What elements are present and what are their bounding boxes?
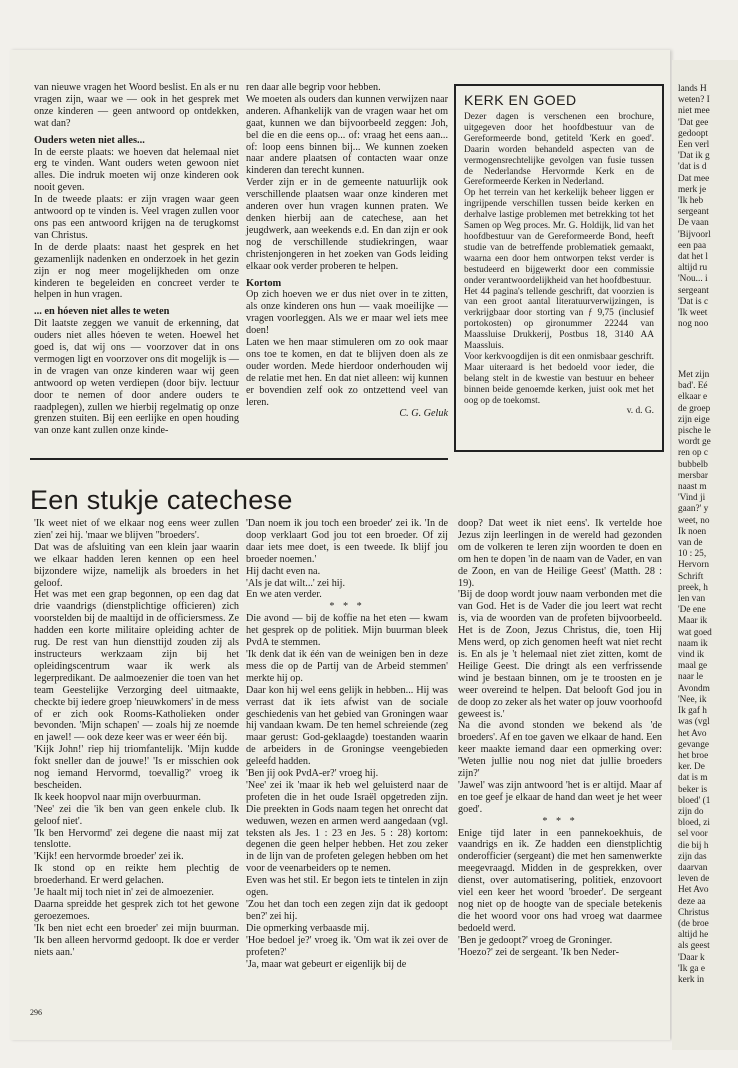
article-paragraph: En we aten verder. xyxy=(246,589,322,601)
box-paragraph: Dezer dagen is verschenen een brochure, uitgegeven door het hoofdbestuur van de Gereformeerde bond, getiteld 'Kerk en goed'. Daarin worden behandeld aspecten van de vermogensrechtelijke gevolgen van fusie tussen de Nederlandse Hervormde Kerk en de Gereformeerde Kerken in Nederland. xyxy=(464,112,654,188)
right-page-line: wordt ge xyxy=(678,437,711,448)
right-page-line: 'Vind ji xyxy=(678,493,706,504)
article-paragraph: 'Kijk John!' riep hij triomfantelijk. 'Mijn kudde fokt sneller dan de jouwe!' 'Is er misschien ook nog iemand Hervormd, toevallig?' vroeg ik bescheiden. xyxy=(34,744,239,791)
col1-intro: van nieuwe vragen het Woord beslist. En als er nu vragen zijn, waar we — ook in het gesprek met onze kinderen — geen antwoord op ontdekken, wat dan? xyxy=(34,82,239,129)
right-page-line: Hervorn xyxy=(678,560,709,571)
article-paragraph: 'Je haalt mij toch niet in' zei de almoezenier. xyxy=(34,887,214,899)
right-page-line: Ik gaf h xyxy=(678,706,707,717)
article-paragraph: Die avond — bij de koffie na het eten — kwam het gesprek op de politiek. Mijn buurman bleek PvdA te stemmen. xyxy=(246,613,448,649)
right-page-line: altijd he xyxy=(678,930,709,941)
article-paragraph: 'Ben je gedoopt?' vroeg de Groninger. xyxy=(458,934,613,946)
right-page-line: 'Nee, ik xyxy=(678,694,707,705)
article-paragraph: 'Ik denk dat ik één van de weinigen ben in deze mess die op de Partij van de Arbeid stemmen' merkte hij op. xyxy=(246,648,448,684)
right-page-top-lines xyxy=(678,84,711,330)
right-page-line: Schrift xyxy=(678,571,704,582)
right-page-line: ker. De xyxy=(678,762,705,773)
right-page xyxy=(672,60,738,1050)
article-paragraph: 'Bij de doop wordt jouw naam verbonden met die van God. Het is de Vader die jou leert wat recht is, via de woorden van de profeten bijvoorbeeld. Het is de Zoon, Jezus Christus, die, toen Hij Mens werd, op zich genomen heeft wat niet recht is. En als je 't helemaal niet ziet zitten, komt de Heilige Geest. Die dringt als een verfrissende wind je bestaan binnen, om je te troosten en je weer overeind te helpen. Dat belooft God jou in de doop zo zeker als het water op jouw voorhoofd geweest is.' xyxy=(458,589,662,720)
right-page-line: van de xyxy=(678,538,703,549)
right-page-line: gevange xyxy=(678,739,709,750)
right-page-line: naar le xyxy=(678,672,704,683)
right-page-line: Met zijn xyxy=(678,370,710,380)
right-page-line: merk je xyxy=(678,184,707,195)
right-page-line: was (vgl xyxy=(678,717,710,728)
right-page-line: 'Dat gee xyxy=(678,117,709,128)
col2-paragraph: Verder zijn er in de gemeente natuurlijk ook verschillende plaatsen waar onze kinderen met anderen over hun vragen kunnen praten. We denken hierbij aan de catechese, aan het jeugdwerk, aan weekends e.d. En dan zijn er ook nog de verschillende studiekringen, waar christenjongeren in het zoeken van Gods leiding elkaar ook verder proberen te helpen. xyxy=(246,177,448,272)
right-page-line: preek, h xyxy=(678,582,708,593)
right-page-line: sergeant xyxy=(678,285,709,296)
article-paragraph: 'Jawel' was zijn antwoord 'het is er altijd. Maar af en toe geef je elkaar de hand dan weet je het weer goed'. xyxy=(458,779,662,815)
right-page-line: naast m xyxy=(678,482,707,493)
box-paragraph: Op het terrein van het kerkelijk beheer liggen er ingrijpende verschillen tussen beide kerken en derhalve lastige problemen met betrekking tot het Samen op Weg proces. Mr. G. Holdijk, lid van het hoofdbestuur van de Gereformeerde Bond, heeft studie van de betreffende problematiek gemaakt, waarna een door hem ontworpen tekst verder is bestudeerd en bijgewerkt door een commissie onder verantwoordelijkheid van het hoofdbestuur. xyxy=(464,188,654,286)
right-page-line: 'Dat ik g xyxy=(678,151,710,162)
right-page-line: het broe xyxy=(678,750,709,761)
right-page-line: bubbelb xyxy=(678,459,708,470)
right-page-line: Een verl xyxy=(678,140,710,151)
article-paragraph: Die opmerking verbaasde mij. xyxy=(246,922,370,934)
article-paragraph: Even was het stil. Er begon iets te tintelen in zijn ogen. xyxy=(246,875,448,899)
right-page-line: 'De ene xyxy=(678,605,706,616)
right-page-line: nog noo xyxy=(678,319,709,330)
right-page-line: 'Nou... i xyxy=(678,274,708,285)
right-page-line: 'Bijvoorl xyxy=(678,229,711,240)
right-page-line: sel voor xyxy=(678,829,708,840)
article-paragraph: Het was met een grap begonnen, op een dag dat drie vaandrigs (dienstplichtige officieren) zich voorstelden bij de maaltijd in de officiersmess. Ze hadden een korte militaire opleiding achter de rug. De rest van hun diensttijd zouden zij als instructeurs werkzaam zijn bij het opleidingscentrum waar ik werk als legerpredikant. De aalmoezenier die toen van het team Geestelijke Verzorging deel uitmaakte, checkte bij iedere groep 'nieuwkomers' in de mess of er zich ook Rooms-Katholieken onder bevonden. 'Mijn schapen' — zoals hij ze noemde en jawel! — ook deze keer was er weer één bij. xyxy=(34,589,239,744)
right-page-line: het Avo xyxy=(678,728,707,739)
col2-paragraph: ren daar alle begrip voor hebben. xyxy=(246,82,381,93)
article-paragraph: 'Nee' zei die 'ik ben van geen enkele club. Ik geloof niet'. xyxy=(34,803,239,827)
right-page-line: beker is xyxy=(678,784,708,795)
right-page-line: altijd ru xyxy=(678,263,708,274)
right-page-line: lands H xyxy=(678,84,707,94)
article-paragraph: 'Dan noem ik jou toch een broeder' zei ik. 'In de doop verklaart God jou tot een broeder. Of zij daar iets mee doet, is een tweede. Ik blijf jou broeder noemen.' xyxy=(246,518,448,565)
article-column-2 xyxy=(246,518,448,970)
box-paragraph: Voor kerkvoogdijen is dit een onmisbaar geschrift. Maar uiteraard is het bedoeld voor ieder, die belang stelt in de kwestie van bestuur en beheer binnen beide genoemde kerken, juist ook met het oog op de toekomst. xyxy=(464,351,654,406)
article-paragraph: Dat was de afsluiting van een klein jaar waarin we elkaar hadden leren kennen op een heel bijzondere wijze, namelijk als broeders in het geloof. xyxy=(34,541,239,589)
article-paragraph: 'Kijk! een hervormde broeder' zei ik. xyxy=(34,851,184,863)
right-page-line: Maar ik xyxy=(678,616,708,627)
article-paragraph: Hij dacht even na. xyxy=(246,565,321,577)
article-paragraph: 'Zou het dan toch een zegen zijn dat ik gedoopt ben?' zei hij. xyxy=(246,899,448,922)
right-page-line: bloed, zi xyxy=(678,818,711,829)
right-page-line: 'Ik heb xyxy=(678,196,704,207)
kerk-en-goed-box xyxy=(454,84,664,452)
right-page-line: bloed' (1 xyxy=(678,795,711,806)
article-column-3 xyxy=(458,518,662,959)
article-paragraph: Daar kon hij wel eens gelijk in hebben... Hij was verrast dat ik iets afwist van de sociale geschiedenis van het gebied van Groningen waar hij vandaan kwam. De ten hemel schreiende (zeg maar gerust: God-geklaagde) toestanden waarin de arbeiders in de Groningse veengebieden geleefd hadden. xyxy=(246,684,448,768)
article-paragraph: Ik keek hoopvol naar mijn overbuurman. xyxy=(34,791,201,803)
right-page-line: weten? I xyxy=(678,95,710,106)
article-paragraph: Daarna spreidde het gesprek zich tot het gewone geroezemoes. xyxy=(34,899,239,922)
article-paragraph: 'Ben jij ook PvdA-er?' vroeg hij. xyxy=(246,768,379,780)
article-column-1 xyxy=(34,518,239,959)
article-paragraph: Na die avond stonden we bekend als 'de broeders'. Af en toe gaven we elkaar de hand. Een keer maakte iemand daar een opmerking over: 'Weten jullie nou nog niet dat jullie broeders zijn?' xyxy=(458,720,662,780)
right-page-line: als geest xyxy=(678,941,710,952)
col2-paragraph: Op zich hoeven we er dus niet over in te zitten, als onze kinderen ons hun — vaak moeilijke — vragen voorleggen. Als we er maar wel iets mee doen! xyxy=(246,289,448,337)
right-page-line: bad'. Eé xyxy=(678,381,708,392)
article-paragraph: 'Ja, maar wat gebeurt er eigenlijk bij de xyxy=(246,958,407,970)
col1-heading-1: Ouders weten niet alles... xyxy=(34,134,145,146)
article-paragraph: 'Hoezo?' zei de sergeant. 'Ik ben Neder- xyxy=(458,946,619,958)
col2-heading: Kortom xyxy=(246,277,282,289)
right-page-line: gaan?' y xyxy=(678,504,709,515)
right-page-line: 'Ik ga e xyxy=(678,963,705,974)
right-page-line: zijn das xyxy=(678,851,707,862)
right-page-line: len van xyxy=(678,594,706,605)
right-page-line: niet mee xyxy=(678,106,710,117)
article-paragraph: 'Als je dat wilt...' zei hij. xyxy=(246,577,346,589)
right-page-line: Dat mee xyxy=(678,173,710,184)
box-paragraph: Het 44 pagina's tellende geschrift, dat voorzien is van een groot aantal literatuurverwijzingen, is verkrijgbaar door storting van ƒ 9,75 (inclusief portokosten) op gironummer 22244 van Maassluise Drukkerij, Postbus 18, 3140 AA Maassluis. xyxy=(464,286,654,352)
right-page-line: ren op c xyxy=(678,448,708,459)
col1-paragraph: Dit laatste zeggen we vanuit de erkenning, dat ouders niet alles hóeven te weten. Hoewel het goed is, dat wij ons — voorzover dat in ons vermogen ligt en voorzover ons dit mogelijk is — in de vragen van onze kinderen waar wij geen antwoord op weten verdiepen (door bijv. lectuur door te nemen of door andere ouders te raadplegen), zullen we hierbij regelmatig op onze grenzen stuiten. Bij een eerlijke en open houding van onze kant zullen onze kinde- xyxy=(34,318,239,437)
right-page-line: 'Daar k xyxy=(678,952,705,963)
right-page-line: daarvan xyxy=(678,862,708,873)
article-paragraph: Ik stond op en reikte hem plechtig de broederhand. Er werd gelachen. xyxy=(34,863,239,887)
right-page-line: 10 : 25, xyxy=(678,549,707,560)
article-paragraph: doop? Dat weet ik niet eens'. Ik vertelde hoe Jezus zijn leerlingen in de wereld had gezonden om de volkeren te leren zijn woorden te doen en om hen te dopen 'in de naam van de Vader, en van de Zoon, en van de Heilige Geest' (Matth. 28 : 19). xyxy=(458,518,662,589)
right-page-line: leven de xyxy=(678,874,710,885)
col1-paragraph: In de derde plaats: naast het gesprek en het gezamenlijk nadenken en onderzoek in het gezin zijn er nog meer mogelijkheden om onze kinderen te begeleiden en concreet verder te helpen in hun vragen. xyxy=(34,241,239,301)
col1-heading-2: ... en hóeven niet alles te weten xyxy=(34,306,170,318)
right-page-line: naam ik xyxy=(678,638,708,649)
right-page-bottom-lines xyxy=(678,370,712,986)
section-break-stars: * * * xyxy=(329,601,365,613)
right-page-line: deze aa xyxy=(678,896,706,907)
box-signature: v. d. G. xyxy=(626,406,654,417)
article-paragraph: 'Nee' zei ik 'maar ik heb wel geluisterd naar de profeten die in het oude Israël opgetreden zijn. Die preekten in Gods naam tegen het onrecht dat weduwen, wezen en armen werd aangedaan (vgl. teksten als Jes. 1 : 23 en Jes. 5 : 28) kortom: degenen die geen helper hebben. Het zou zeker in de lijn van de profeten gelegen hebben om het voor de veenarbeiders op te nemen. xyxy=(246,779,448,875)
author-signature: C. G. Geluk xyxy=(399,408,448,420)
right-page-line: 'Ik weet xyxy=(678,308,708,319)
right-page-line: sergeant xyxy=(678,207,709,218)
article-headline: Een stukje catechese xyxy=(30,485,293,515)
right-page-line: 'Dat is c xyxy=(678,296,709,307)
right-page-line: kerk in xyxy=(678,974,705,985)
right-page-line: Avondm xyxy=(678,683,710,694)
section-break-stars: * * * xyxy=(542,815,578,827)
col2-paragraph: Laten we hen maar stimuleren om zo ook maar ons toe te komen, en dat te blijven doen als ze ouder worden. Mede hierdoor onderhouden wij de relatie met hen. En dat niet alleen: wij kunnen er bovendien zelf ook zo ontzettend veel van leren. xyxy=(246,337,448,408)
right-page-line: die bij h xyxy=(678,840,709,851)
right-page-line: de groep xyxy=(678,403,711,414)
right-page-line: 'dat is d xyxy=(678,162,707,173)
column-2 xyxy=(246,82,448,420)
right-page-line: dat het l xyxy=(678,252,708,263)
section-divider xyxy=(30,458,448,460)
right-page-line: De vaan xyxy=(678,218,709,229)
right-page-line: Het Avo xyxy=(678,885,709,896)
right-page-line: (de broe xyxy=(678,918,709,929)
article-paragraph: 'Ik ben niet echt een broeder' zei mijn buurman. 'Ik ben alleen hervormd gedoopt. Ik doe er verder niets aan.' xyxy=(34,922,239,958)
right-page-line: pische le xyxy=(678,426,711,437)
right-page-line: vind ik xyxy=(678,650,705,661)
right-page-line: Ik noen xyxy=(678,526,707,537)
right-page-line: gedoopt xyxy=(678,128,708,139)
right-page-line: mersbar xyxy=(678,470,708,481)
article-paragraph: Enige tijd later in een pannekoekhuis, de vaandrigs en ik. Ze hadden een dienstplichtig onderofficier (sergeant) die met hen samenwerkte meegevraagd. Midden in de gesprekken, over dienst, over automatisering, politiek, enzovoort viel een keer het woord 'broeder'. De sergeant nog niet op de hoogte van de speciale betekenis die het woord voor ons had vroeg wat daarmee bedoeld werd. xyxy=(458,827,662,934)
right-page-line: dat is m xyxy=(678,773,708,784)
right-page-line: elkaar e xyxy=(678,392,708,403)
col2-paragraph: We moeten als ouders dan kunnen verwijzen naar anderen. Afhankelijk van de vragen waar het om gaat, kunnen we dan bijvoorbeeld zeggen: Joh, bel die en die eens op... of: vraag het eens aan... of: loop eens binnen bij... We kunnen zoeken naar andere plaatsen of contacten waar onze kinderen dan terecht kunnen. xyxy=(246,93,449,177)
col1-paragraph: In de eerste plaats: we hoeven dat helemaal niet erg te vinden. Want ouders weten gewoon niet alles. Die indruk moeten wij onze kinderen ook nooit geven. xyxy=(34,146,239,194)
article-paragraph: 'Ik ben Hervormd' zei degene die naast mij zat tenslotte. xyxy=(34,827,239,851)
column-1 xyxy=(34,82,239,437)
col1-paragraph: In de tweede plaats: er zijn vragen waar geen antwoord op te vinden is. Veel vragen zullen voor ons pas een antwoord krijgen na de terugkomst van Christus. xyxy=(34,194,239,241)
right-page-line: zijn eige xyxy=(678,414,710,425)
right-page-line: weet, no xyxy=(678,515,710,526)
page-number: 296 xyxy=(30,1008,42,1017)
right-page-line: wat goed xyxy=(678,627,712,638)
right-page-line: maal ge xyxy=(678,661,708,672)
right-page-line: zijn do xyxy=(678,806,704,817)
box-title: KERK EN GOED xyxy=(464,92,577,108)
right-page-line: Christus xyxy=(678,907,709,918)
right-page-line: een paa xyxy=(678,240,707,251)
article-paragraph: 'Hoe bedoel je?' vroeg ik. 'Om wat ik zei over de profeten?' xyxy=(246,934,448,958)
article-paragraph: 'Ik weet niet of we elkaar nog eens weer zullen zien' zei hij. 'maar we blijven "broeders'. xyxy=(34,518,239,541)
